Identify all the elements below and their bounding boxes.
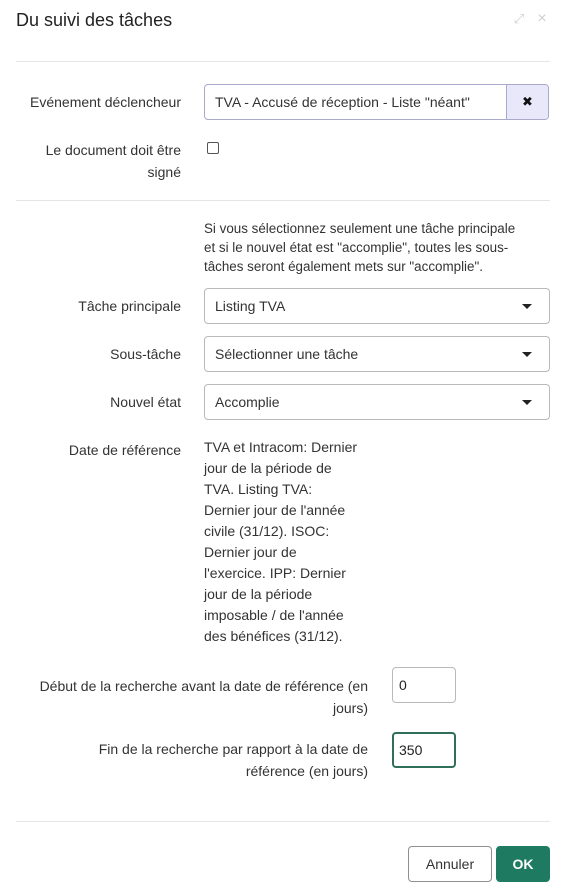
- search-end-label: [99, 738, 368, 782]
- main-task-value: Listing TVA: [215, 298, 286, 314]
- chevron-down-icon: [522, 400, 532, 405]
- signed-label-line1: Le document doit être: [45, 142, 181, 158]
- expand-icon[interactable]: ⤢: [513, 11, 525, 26]
- cancel-button[interactable]: Annuler: [408, 846, 492, 882]
- trigger-value: TVA - Accusé de réception - Liste "néant": [215, 94, 470, 110]
- dialog-title: Du suivi des tâches: [16, 10, 173, 30]
- help-line-3: tâches seront également mets sur "accomplie".: [204, 259, 483, 274]
- ok-button[interactable]: OK: [496, 846, 550, 882]
- sub-task-label: Sous-tâche: [110, 346, 181, 362]
- reference-date-description: [204, 437, 357, 647]
- search-start-input[interactable]: [392, 667, 456, 703]
- signed-label-line2: signé: [147, 164, 181, 180]
- new-state-label: Nouvel état: [110, 394, 181, 410]
- ref-line: des bénéfices (31/12).: [204, 628, 343, 644]
- trigger-label: Evénement déclencheur: [30, 94, 181, 110]
- clear-trigger-button[interactable]: [506, 85, 548, 119]
- ref-line: Dernier jour de: [204, 544, 297, 560]
- chevron-down-icon: [522, 304, 532, 309]
- search-start-label: [40, 675, 368, 719]
- search-start-label-line1: Début de la recherche avant la date de référence (en: [39, 678, 368, 694]
- ref-line: imposable / de l'année: [204, 607, 344, 623]
- sub-task-value: Sélectionner une tâche: [215, 346, 359, 362]
- section-divider: [16, 200, 550, 201]
- reference-date-label: Date de référence: [68, 442, 181, 458]
- ref-line: Dernier jour de l'année: [204, 502, 346, 518]
- signed-label: [46, 139, 181, 183]
- search-start-label-line2: jours): [332, 700, 368, 716]
- ref-line: jour de la période: [204, 586, 313, 602]
- footer-divider: [16, 821, 550, 822]
- close-icon: ✖: [522, 94, 533, 109]
- main-task-label: Tâche principale: [78, 298, 181, 314]
- ref-line: TVA et Intracom: Dernier: [204, 439, 358, 455]
- trigger-select[interactable]: [204, 84, 549, 120]
- ref-line: TVA. Listing TVA:: [204, 481, 313, 497]
- new-state-value: Accomplie: [215, 394, 280, 410]
- ref-line: l'exercice. IPP: Dernier: [204, 565, 346, 581]
- sub-task-select[interactable]: [204, 336, 550, 372]
- ref-line: civile (31/12). ISOC:: [204, 523, 330, 539]
- header-divider: [16, 61, 550, 62]
- main-task-select[interactable]: [204, 288, 550, 324]
- help-text: [204, 219, 515, 276]
- help-line-2: et si le nouvel état est "accomplie", toutes les sous-: [204, 240, 509, 255]
- chevron-down-icon: [522, 352, 532, 357]
- search-end-input[interactable]: [392, 732, 456, 768]
- close-icon[interactable]: ×: [537, 10, 547, 27]
- signed-checkbox[interactable]: [207, 142, 219, 154]
- help-line-1: Si vous sélectionnez seulement une tâche principale: [204, 221, 516, 236]
- new-state-select[interactable]: [204, 384, 550, 420]
- search-end-label-line1: Fin de la recherche par rapport à la date de: [98, 741, 368, 757]
- search-end-label-line2: référence (en jours): [245, 763, 368, 779]
- ref-line: jour de la période de: [204, 460, 332, 476]
